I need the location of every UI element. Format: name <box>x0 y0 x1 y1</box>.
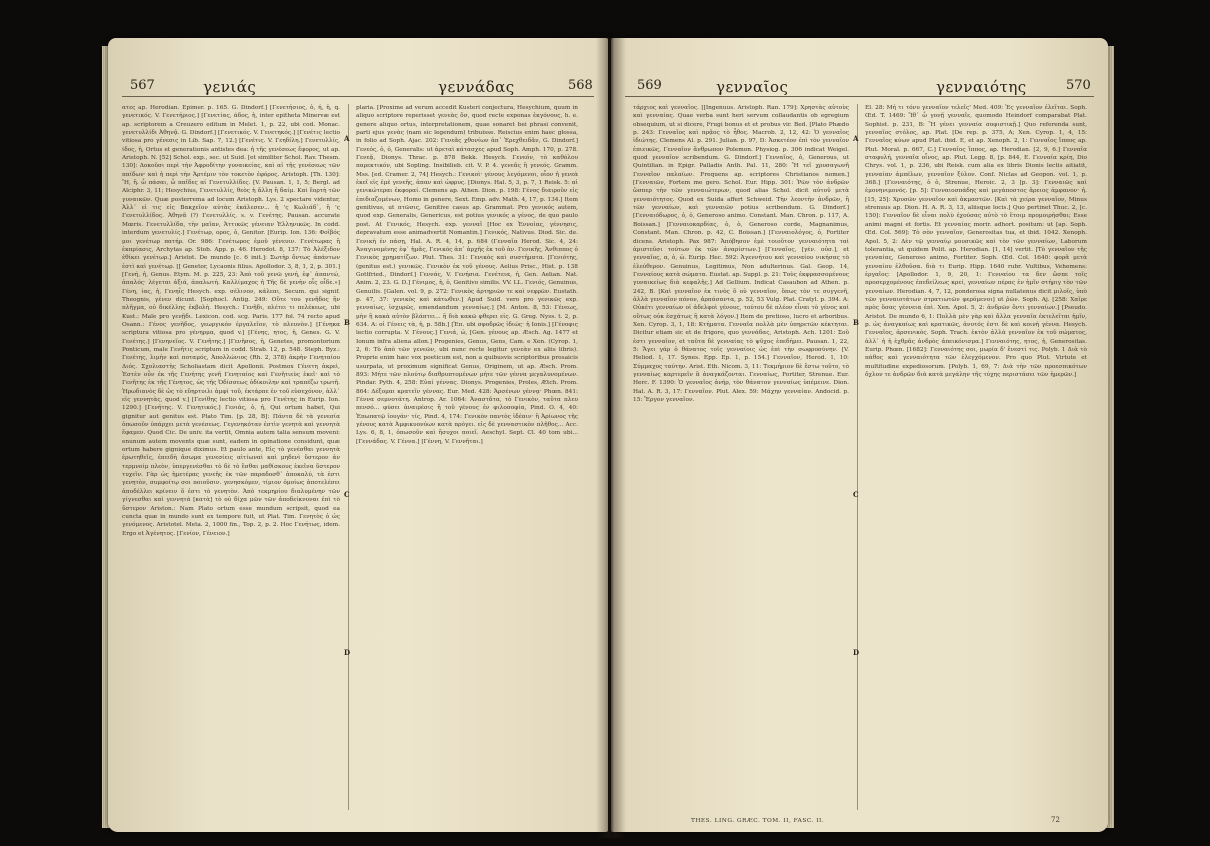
left-page-column-2: plaria. [Proxime ad verum accedit Kusteri conjectura, Hesychium, quum in aliquo scriptore reperisset γενεὰς ὅσ, quod recte exponas ἐκγόνους, h. e. genere aliquo ortus, interpretationem, quae sonaret bei phrasi convenit, parti ejus γενὰς (nam sic legendum) tribuisse. Reiscius enim haec glossa, in folio ad Soph. Ajac. 202: Γενεᾶς χθονίων ἀπ᾽ Ἐρεχθειδᾶν, G. Dindorf.] Γενεός, ὁ, ὁ, Generalis: ut ἀρεταὶ κάτασχες apud Soph. Amph. 170, p. 278. Γενεᾷ, Dionys. Thrac. p. 878 Bekk. Hesych. Γενεόν, τὸ καθόλου παρεκτικόν, ubi Sopling. Insibilieb. cit. V. P. 4. γενεᾶς ἢ γενεός. Gramm. Mss. [ed. Cramer. 2, 74] Hesych.: Γενικοὶ· γένους λεγόμενοι, οἷον ἡ γενεὰ ἐκεῖ εἰς ἐμὲ γενεῆς, ἀπαν καὶ ὠφρυς. [Dionys. Hal. 5, 3, p. 7, 1 Reisk. 5: αἱ γενικώτεραι ἐκφοραί. Clemens ap. Athen. Dion. p. 198: Γένος διαιροῦν εἰς ἐπιδιαζομένων, Homo in genere, Sext. Emp. adv. Math. 4, 17, p. 134.] Item genitivus, ut πτῶσις, Genitive casus ap. Grammat. Pro γενικός autem, quod exp. Generalis, Genericus, est potius γενικός a γένος, de quo paulo post. At Γενικός, Hesych. exp. γενναῖ [Hoc ex Ἐννοίας, γέννησις, depravatum esse animadvertit Nomantin.] Γενικός, Nativus. Diod. Sic. de. Γενικὴ ἐν πάσῃ, Hal. A. R. 4, 14, p. 684 (Γενναῖα Herod. Sic. 4, 24: Ἀναγινομένης ἐφ᾽ ἡμᾶς, Γενικός ἀπ᾽ ἀρχῆς ἐκ τοῦ ἀν. Γενικῆς, Ἀνθιππος ὁ Γενικὸς χρηματίζων. Plut. Thes. 31: Γενικὸς καὶ συστήματα. [Γενιότης, (genitus est.) γενικῶς. Γενικὸν ἐκ τοῦ γένους. Aelius Prisc., Hist. p. 138 Gottfried., Dindorf.] Γεννάς, V. Γενήσια. Γενέτεια, ἡ, Gen. Aelian. Nat. Anim. 2, 23. G. D.] Γένιμος, ἡ, ὁ, Genitivo similis. VV. LL. Γενιός, Genuinus, Genuilis. [Galen. vol. 9, p. 272: Γενικὸς ἀρτηριῶν τε καὶ νεφρῶν. Eustath. p. 47, 37: γενικὸς καὶ κάτωθεν.] Apud Suid. vero pro γενικῶς exp. γενναίως, ἰσχυρῶς, emendandum γενναίως.] [M. Anton. 8, 53: Γένεως, μὴν ἢ κακὰ αὐτὸν βλάπτει... ἢ διὰ κακῶ φθερει εἰς. G. Greg. Nyss. t. 2, p. 634. A: οἱ Γένεις τὰ, ἡ, p. 58b.] [Ἐπ. ubi σφοδρῶς ἰδιώς· ἡ Ionis.] [Γένοφις lectio corrupta. V. Γένους.] Γενιά, ὡ, [Gen. γένους ap. Æsch. Ag. 1477 et Ionum infra aliena allon.] Progenies, Genus, Gens, Cam. e Xen. (Cyrop. 1, 2, 6: Τὸ ἀπὸ τῶν γενεῶν, ubi nunc recte legitur γενεὰν ex aliis libris). Proprie enim hæc vox poeticum est, non a quibusvis scriptoribus prosaicis usurpata, ut proximum significat Genus, Originem, ut ap. Æsch. Prom. 893: Μήτε τῶν πλούτῳ διαθρυπτομένων μήτε τῶν γέννα μεγαλυνομένων. Pindar. Pyth. 4, 258: Εὐαί γέννας. Dionys. Progenies, Proles, Ætch. Prom. 864: Δέξομαι κρατεῖν γέννας. Eur. Med. 428: Ἀρσένων γέννᾳ· Phœn. 841: Γέννα σεμνοτάτη. Antrop. Ar. 1064: Ἀναστᾶτα, τὸ Γενικὸν, ταῦτα πλευ πενσό... φύσει ἀναιρέσις ἢ τοῦ γένους ἐν φιλοσοφία, Pind. O. 4, 40: Ἐπωπατῷ ἰουγάν· τίς, Pind. 4, 174: Γενικὸν παντὸς ἰδέαιν· ἢ Ἀρίωνος τῆς γένους κατὰ Ἀμφικυονύων κατὰ πρόγει. εἰς δὲ γενναστικὸν πλῆθος... Acc. Lys. 6, 8, 1, ὁπωσοῦν καὶ ἤσυχοι ποιεῖ. Aeschyl. Sept. Cl. 40 tom ubi... [Γεννάδας. V. Γέννα.] [Γέννη, V. Γεννῆται.] <box>356 105 578 445</box>
headword-left-page-left: γενιάς <box>203 78 257 96</box>
right-page-column-1: τάρχιος καὶ γενναῖος. [[Ingenuus. Aristoph. Ran. 179]: Χρηστὰς αὐτοὺς καὶ γενναίας. Quae verba sunt heri servum collaudantis ob egregium obsequium, ut si dicere, Frugi bonus et et probus vir. Bed. [Plato Phædo p. 243: Γενναῖος καὶ πρᾷος τὸ ἦθος. Macrob. 2, 12, 42: Ὁ γενναῖος ἰδιώτης. Clemens Al. p. 291. Julian. p. 97, D: Ἀσκετέον ἐπὶ τὸν γενναῖον ἐπιεικῶς, Γενναῖον ἄνθρωπον Polemon. Physiog. p. 306 indicat Weigel. quod γενναῖον scribendum. G. Dindorf.] Γενναῖος, ὁ, Generous, ut Quintilian. in Epigr. Palladis Anth. Pal. 11, 280: Ἥ τεῖ χρυσαγωνῆ Γενναῖον παλαίων. Frequens ap. scriptores Christianos nomen.] [Γενναιῶν, Fortem me gero. Schol. Eur. Hipp. 301: Ῥῶν τὸν ἀνδρῶν ὥσπερ τὴν τῶν γενναιώτερων, quod alias Schol. dicit αὐτοῦ μετὰ γενναιότητος. Quod ex Suida affert Schweid. Τὴν λεοντὴν ἀνδρῶν, ἢ τῶν γενναίων, καὶ γενναιῶν potius scribendum. G. Dindorf.] [Γενναιόδωρος, ὁ, ὁ, Generoso animo. Constant. Man. Chron. p. 117, A. Boissan.] [Γενναιοκαρδίας, ὁ, ὁ, Generoso corde, Magnanimus, Constant. Man. Chron. p. 42, C. Boissan.] [Γενναιολόγος, ὁ, Fortiter dicens. Aristoph. Pax 987: Ἀπόβησον ἐμὲ τοιοῦτον γενναιότητα ταὶ ἀριστεῦσι τούτων ἐκ τῶν ἀναρίστων.] [Γενναῖος, [γέν. οὐσ.], et γενναῖος, α, ὁ, ὡ. Eurip. Hec. 592: Ἀγεννήτου καὶ γενναίου νικήσας τὸ ἐλεύθερον. Genuinus, Legitimus, Non adulterinus. Gal. Geop. 14, Γενναίους κατὰ σώματα. Eustat. ap. Suppl. p. 21: Τοὺς ἐκφρασσομένους γυναικείως διὰ κεφαλῆς.] Ad Gellium. Indicat Casaubon ad Athen. p. 242, B. [Καὶ γενναῖον ἐκ τινὸς ὃ οὐ γενναῖον, ὅπως τὸν τε συγγενῆ, ἀλλὰ γενναῖον πόνον, ἁρπάσαντα, p. 52, 53 Vulg. Plat. Cratyl. p. 394. A: Οὐκέτι γενναίων οἱ ἀδελφοὶ γένους, τούτου δὲ πλέον εἶναι τὸ γένος καὶ οὕτως οὐκ ἐσχάτως ἢ κατὰ λόγον.] Item de pretioso, lucro et arboribus. Xen. Cyrop. 3, 1, 18: Κτήματα. Γενναῖα πολλὰ μὲν ὑπηρετῶν κέκτηται. Dicitur etiam sic et de frigore, quo γεννάδας, Aristoph. Ach. 1201: Σοῦ ἐστι γενναῖον, et ταῦτα δὲ γενναίας τὸ ψῦχος ἐπεδήμει. Pausan. 1, 22, 5: Ἄγει γάρ ὁ θάνατος τοῖς γενναίοις ὡς ἐπὶ τὴν σωφροσύνην. [V. Heliod. 1, 17. Synes. Epp. Ep. 1, p. 154.] Γενναῖον, Herod. 1, 10: Σύμμαχος ταύτην. Arist. Eth. Nicom. 3, 11: Τεκμήριον δὲ ἔστω τοῦτο, τὸ γενναίως καρτερεῖν ἃ ἀναγκάζονται. Γενναίως, Fortiter, Strenue. Eur. Herc. F. 1390: Ὁ γενναῖος ἀνήρ, τὸν θάνατον γενναίως ὑπέμεινε. Dion. Hal. A. R. 3, 17: Γενναῖον. Plut. Alex. 59: Μάχην γενναίαν. Andocid. p. 15: Ἔργον γενναῖον. <box>633 105 849 404</box>
book-spread <box>108 8 1108 838</box>
section-marker-b: B <box>853 318 859 327</box>
headword-left-page-right: γεννάδας <box>438 78 515 96</box>
left-page <box>108 38 608 832</box>
page-number-567: 567 <box>130 78 155 93</box>
right-page-column-2: El. 28: Μή τι τόνυ γενναῖον τελεῖς' Med. 409: Ἐς γενναῖον ἐλεῖται. Soph. Œd. T. 1469: Ἴθ᾽ ὦ γονῇ γενναῖε, quomodo Heindorf comparabat Plat. Sophist. p. 231, B: Ἢ γένει γενναία σοφιστικῇ.] Quo referenda sunt, γενναῖος στόλος, ap. Plat. [De rep. p. 375, A; Xen. Cyrop. 1, 4, 15: Γενναῖος κύων apud Plat. ibid. E, et ap. Xenoph. 2, 1: Γενναῖος ἵππος ap. Plut. Moral. p. 667, C.] Γενναῖος ἵππος, ap. Herodian. [2, 9, 6.] Γενναῖα σταφυλή, γενναῖα οἶνος, ap. Plut. Legg. 8, [p. 844, E. Γενναία κρίη, Dio Chrys. vol. 1, p. 236, ubi Reisk. cum alia ex libris Dionis lectis aitiatit, γενναίαν ἀμπέλων, γενναῖον ξύλον. Conf. Niclas ad Geopon. vol. 1, p. 368.] [Γενναιότης, ὁ ὁ, Strenue, Heroic. 2, 3 [p. 3]: Γενναιῶς καὶ ἐμονηνιμονός. [p. 5]: Γενναιοσπάδης καὶ μεγάποστος ἄρειος ἀμφανον· ἡ. [15, 25]: Χρυσῶν γενναῖον καὶ ἀκμαστῶν. [Καὶ τὰ χείρα γενναῖον, Minus strenuus ap. Dion. H. A. R. 3, 13, aliisque locis.] Quo pertinet Thuc. 2, [c. 150]: Γενναῖον δὲ εἶναι πολὺ ἐχούσας αὐτὸ τὸ ἕτοιμ προμοιρήσθαι; Esse animi magni et fortis. Et γενναίας morir. adhort. positum: ut [ap. Soph. Œd. Col. 569]: Τὸ σὸν γενναῖον, Generositas tua, et ibid. 1042. Xenoph. Apol. 5, 2: Δὲν τῷ γενναίῳ μουσικῶς καὶ τὸν τῶν γενναίων, Laborum tolerantia, ut quidem Polit. ap. Herodian. [1, 14] vertit. [Τὸ γενναῖον τῆς γενναίας, Generoso animo, Fortiter. Soph. Œd. Col. 1640: φορᾶ μετὰ γενναίου ἐλθοῦσα. διὰ τι Eurip. Hipp. 1640 rubr. Vultibus, Vehemens: ἐργαῖος: [Apollodor. 1, 9, 20, 1: Γενναίου τα δεν ὥσπε τοῖς προσερχομένους ἐπεδείλεως κρεί, γενναίων πέρας ἐν ἡμῖν στήριγ τὸν τῶν γενναίων. Herodian. 4, 7, 12, ponderosa signa nullatenus dicit μιλοῖς, ὑπὸ τῶν γενναιοτάτων στρατιωτῶν φερόμενοι] ut ῥῶν. Soph. Aj. [258: Χαῖρε πρὸς ὅσας γέννεια ἐπὶ. Xen. Apol. 5, 2: ἀνδρῶν ὄντι γενναίων.] [Pseudo. Aristot. De mundo 6, 1: Πολλὰ μὲν γὰρ καὶ ἄλλα γενναῖα ἐκτελεῖται ἡμῖν, p. ὡς ἀναγκαίως καὶ κρατικῶς, ἀνυτός ἐστι δὲ καὶ κοινὴ γέννα. Hesych. Γενναῖος, ἀρσενικὸς. Soph. Trach. ἐκτὸν ἀλλὰ γενναῖον ἐκ τοῦ σώματος, ἀλλ᾽ ἡ ἡ ἐχθρᾶς ἀνδρὸς ἀπεικόνισμα.] Γενναιότης, ητος, ἡ, Generositas. Eurip. Phœn. [1682]: Γενναιότης σοι, μωρία δ' ἔνεστί τις. Polyb. 1 Διὰ τὸ πάθος καὶ γενναιότητα τῶν ἐλεγχόμενον. Pro quo Plut. Virtute et multitudine expediosorum. [Polyb. 1, 69, 7: Διὰ τὴν τῶν προεσπικότων ὄχλον τε ἀνδρῶν διὰ κατὰ μεγάλην τῆς τύχης περιστάσει τῶν ἡμερῶν.] <box>865 105 1087 378</box>
page-number-568: 568 <box>568 78 593 93</box>
right-running-head <box>611 78 1108 104</box>
right-page <box>611 38 1108 832</box>
headword-right-page-right: γενναιότης <box>936 78 1027 96</box>
book-gutter <box>596 38 626 838</box>
column-rule <box>857 104 858 810</box>
section-marker-c: C <box>344 490 350 499</box>
section-marker-a: A <box>344 134 350 143</box>
section-marker-d: D <box>344 648 351 657</box>
section-marker-d: D <box>853 648 860 657</box>
signature-mark: 72 <box>1051 816 1060 824</box>
page-number-570: 570 <box>1066 78 1091 93</box>
page-number-569: 569 <box>637 78 662 93</box>
header-rule <box>122 96 594 97</box>
column-rule <box>348 104 349 810</box>
header-rule <box>625 96 1094 97</box>
left-page-column-1: ατες ap. Herodian. Epimer. p. 165. G. Dindorf.] [Γενετήσιος, ὁ, ή, ἡ, q. γενετικός. V. Γενετήριος.] [Γενετίας, άδος, ἡ, inter epitheta Minervæ est ap. scriptorem a Creuzero editum in Melet. 1, p. 22, ubi cod. Monac. γενετυλλίδι Ἀθηνᾷ. G. Dindorf.] [Γενετικός. V. Γενετηκός.] [Γενέτις lectio vitiosa pro γένεσις in Lib. Sap. 7, 12.] [Γενέτις. V. Γεηδίλη.] Γενετυλλίς, ίδος, ἡ, Ortus et generationis antistes dea: ἡ τῆς γενέσεως ἔφορος, ut ap. Aristoph. N. [52] Schol. exp., sec. ut Suid. [et similiter Schol. Rav. Thesm. 130]: Δοκοῦσι περὶ τὴν Ἀφροδίτην γυναικείας, καὶ αἱ τῆς γενέσεως τῶν παίδων· καὶ ἡ περὶ τὴν Ἀρτέμιν τὸν τοκετὸν ἐφόρος. Aristoph. [Th. 130]: Ἢ, ἢ. ὦ πάσαι, ὦ παῖδες αἱ Γενετυλλίδες. [V. Pausan. 1, 1, 5; Bergl. ad Alciphr. 3, 11; Hesychius, Γενετυλλίς, θεὸς ἡ ἄλλη ἢ δαίμ. Καὶ ἔορτὴ τῶν γυναικῶν. Quæ posterrema ad locum Aristoph. Lys. 2 spectare videntur, Ἀλλ᾽ εἰ τις εἰς Βακχεῖον αὐτὰς ἐκάλεσεν... ἡ 'ς Κωλιάδ᾽, ἢ 'ς Γενετυλλίδος. Ἀθηνᾶ (?) Γενετυλλίς, s. v. Γενέτης. Pausan. accurate Mœris. Γενετυλλίδα, τὴν μαῖαν, Ἀττικῶς γένειαν Ἑλληνικῶς. In codd. interdum γενετυλίς.] Γενέτωρ, ορος, ὁ, Genitor. [Eurip. Ion. 136: Φοῖβός μοι γενέτωρ πατήρ. Or. 986: Γενέτωρος ἐμοῦ γένευιν. Γενέτωρας ἢ ἐκπρίασις, Archytas ap. Stob. App. p. 46. Herodot. 8, 137: Τὸ Ἀλέξιδον ἐθίκει γενέτωρ.] Aristot. De mundo [c. 6 init.]: Σωτὴρ ὄντως ἁπάντων ἐστὶ καὶ γενέτωρ. [[ Genetor, Lycaonis filius. Apollodor. 3, 8, 1, 2, p. 301.] [Γενή, ἡ, Genus. Etym. M. p. 225, 23: Ἀπὸ τοῦ γενῶ γενή, ἐφ᾽ ἀπαντώ, ἁπαλός· λέγεται ἀξιά, ἀπαλωτή. Καλλίμαχος ἡ Τῆς δὲ γενὴν οἷς οἶδε.»] Γένη, ίας, ἡ, Γενηΐς Hesych. exp. σέλινον, κάλεαι, Secum. qui signif. Theognis, γένεν dicunt. [Sophocl. Antig. 249: Οὔτε του γενῆδος ἢν πλῆγμα, οὐ δικέλλης ἐκβολὴ. Hesych.: Γενῆδι, πλέτει τι πελέκεως, ubi Kust.: Male pro γενῇδι. Lexicon. cod. scg. Paris. 177 fol. 74 recto apud Osann.: Γένος γενῆδος, γεωργικόν ἐργαλεῖον, τὸ πλευνὸν.] [Γένηκα scriptura vitiosa pro γένηρμα, quod v.] [Γένης, ητος, ἡ, Genes. G. V. Γενέτης.] [Γενηνεῖος. V. Γενῆτης.] [Γενῆσος, ἡ, Genetes, promontorium Ponticum, male Γενῆτις scriptum in codd. Strab. 12, p. 548. Steph. Byz.: Γενέτης, λιμὴν καὶ ποταμός, Ἀπολλώνιος (Rh. 2, 378) ἀκρὴν Γενηταίου Διός. Σχολιαστὴς Scholiastam dicit Apollonii. Postmox Γένετη ἀκρεὶ, Ἐστὲν οὖν ἐκ τῆς Γενήτης γενῆ Γενηταίος καὶ Γενῆτιεὺς ἐκεῖ· καὶ τὸ Γενῆτης ἐκ τῆς Γένητος, ὡς τῆς Ὀδίσσεως ὀδίκοιλην καὶ τραπέζω τρωτῆ. Ἡρωδιανὸς δὲ ὡς τὸ εὔηρτυιλι ἀμφὶ τοῦ, ἐκτάρπε ἐν τοῦ εὐσεχόνον, ἀλλ᾽ εἰς γεννητὰς, quod v.] [Γενίθης lectio vitiosa pro Γενέτης in Eurip. Ion. 1290.] [Γενήτης. V. Γενητικός.] Γενιάς, ὁ, ἡ, Qui ortum habet, Qui gignitur aut genitus est. Plato Tim. [p. 28, B]: Πάντα δὲ τὰ γενεσία ὁπωσοῦν ὑπάρχει μετὰ γενέσεως. Γεγενηκόταν ἐστὶν γενητὰ καὶ γεννητὰ ἔφαμεν. Quod Cic. De univ. ita vertit, Omnia autem talia sensum moveni: enunum autem movents quæ sunt, eadem in opinatione considunt, quæ ortum habere gignique diximus. Et paulo ante, Εἰς τὸ γενέσθαι γεννητὰ ἐρωτηθεῖς, ἐπειδὴ ἄσωμα γενεσίεις αἰτίωναὶ καὶ μηδενὶ ὕστερον ἀν τερμνοίμ πλεὸν, ὑπεργενέσθαι τὸ δὲ τὸ ἔσθαι μαθίσκους ἐκεῖνα ὕστερον τυχεῖν. Γὰρ ὡς ἡμετέρας γενεῆς ἐκ τῶν παραδοσθ᾽ ἀποκαλύ, τὰ ἐστι γενητὸν, συμφοίτῳ σοι ποιοῦσιν. γενησκόμεν, τίμιον ὁμοίως ἀποτελέσει ἀποδέλλει κρίνειν ὅ ἐστι τὸ γενητὸν. Ἀπὸ τεκμηρίου διαλυμένην τῶν γίγνεσθαι καὶ γεννητά [κατὰ] τὸ οὐ δίχα μῶν τῶν ἀποδείκνυναι ἐπὶ τὸ ὕστερον Ariston.: Nam Plato ortum esse mundum scripsit, quod ea cuncta quæ in mundo sunt ex tempore fuit, ut Plat. Tim. Γενητὸς ὁ ὡς γενόμενος. Aristotel. Meta. 2, 1000 fin., Top. 2, p. 2. Hoc Γενήτως, idem. Ergo et Ἀγένητος. [Γενίον, Γένειον.] <box>122 105 340 537</box>
fascicle-footer: THES. LING. GRÆC. TOM. II, FASC. II. <box>691 818 825 824</box>
section-marker-b: B <box>344 318 350 327</box>
headword-right-page-left: γενναῖος <box>716 78 789 96</box>
left-running-head <box>108 78 608 104</box>
section-marker-c: C <box>853 490 859 499</box>
section-marker-a: A <box>853 134 859 143</box>
